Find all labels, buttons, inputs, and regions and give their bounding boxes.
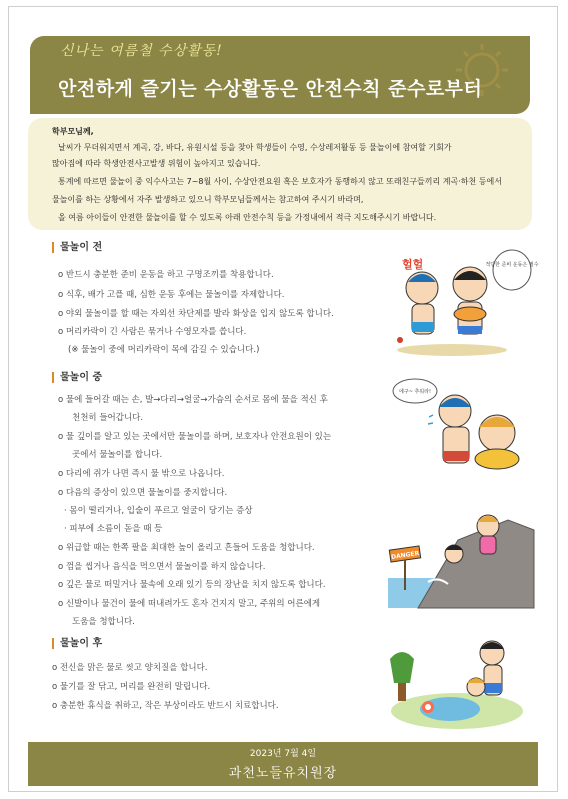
danger-rock-illustration [388, 500, 534, 608]
list-item-sub: · 몸이 떨리거나, 입술이 푸르고 얼굴이 당기는 증상 [64, 506, 253, 516]
list-item: o 다리에 쥐가 나면 즉시 물 밖으로 나옵니다. [58, 469, 225, 479]
list-item: o 충분한 휴식을 취하고, 작은 부상이라도 반드시 치료합니다. [52, 701, 279, 711]
section-title-before: 물놀이 전 [52, 242, 102, 253]
list-item: o 신발이나 물건이 물에 떠내려가도 혼자 건지지 말고, 주위의 어른에게 [58, 599, 321, 609]
footer-bar [28, 742, 538, 786]
danger-sign-text: DANGER [390, 550, 420, 561]
intro-line: 통계에 따르면 물놀이 중 익수사고는 7~8월 사이, 수상안전요원 혹은 보호자가 동행하지 않고 또래친구들끼리 계곡·하천 등에서 [58, 177, 502, 186]
list-item: o 위급할 때는 한쪽 팔을 최대한 높이 올리고 흔들어 도움을 청합니다. [58, 543, 315, 553]
speech-bubble-text: 적당한 준비 운동은 필수 [485, 262, 539, 268]
list-item: o 머리카락이 긴 사람은 묶거나 수영모자를 씁니다. [58, 327, 247, 337]
header-subtitle: 신나는 여름철 수상활동! [60, 43, 223, 59]
list-item-sub: · 피부에 소름이 돋을 때 등 [64, 524, 163, 534]
footer-date: 2023년 7월 4일 [249, 749, 317, 759]
list-item: o 껌을 씹거나 음식을 먹으면서 물놀이를 하지 않습니다. [58, 562, 266, 572]
intro-line: 물놀이를 하는 상황에서 자주 발생하고 있으니 학부모님들께서는 참고하여 주시기 바라며, [52, 195, 364, 204]
list-item: o 반드시 충분한 준비 운동을 하고 구명조끼를 착용합니다. [58, 270, 274, 280]
list-item: o 다음의 증상이 있으면 물놀이를 중지합니다. [58, 488, 228, 498]
section-title-after: 물놀이 후 [52, 638, 102, 649]
intro-box [28, 118, 532, 230]
kids-cold-illustration [385, 375, 533, 475]
footer-signature: 과천노들유치원장 [228, 766, 338, 781]
list-item-cont: 천천히 들어갑니다. [72, 413, 144, 423]
list-item: o 물 깊이를 알고 있는 곳에서만 물놀이를 하며, 보호자나 안전요원이 있는 [58, 432, 332, 442]
list-item: o 물기를 잘 닦고, 머리를 완전히 말립니다. [52, 682, 211, 692]
list-item-note: (※ 물놀이 중에 머리카락이 목에 감길 수 있습니다.) [68, 345, 260, 355]
list-item: o 전신을 맑은 물로 씻고 양치질을 합니다. [52, 663, 208, 673]
list-item-cont: 도움을 청합니다. [72, 617, 135, 627]
speech-bubble-text: 에구~ 추워라! [399, 389, 431, 395]
shout-text: 헐헐 [402, 258, 424, 271]
list-item: o 식후, 배가 고플 때, 심한 운동 후에는 물놀이를 자제합니다. [58, 290, 285, 300]
list-item-cont: 곳에서 물놀이를 합니다. [72, 450, 163, 460]
list-item: o 물에 들어갈 때는 손, 발→다리→얼굴→가슴의 순서로 몸에 물을 적신 후 [58, 395, 328, 405]
intro-greeting: 학부모님께, [52, 127, 94, 136]
list-item: o 깊은 물로 떠밀거나 물속에 오래 있기 등의 장난을 치지 않도록 합니다. [58, 580, 326, 590]
intro-line: 올 여름 아이들이 안전한 물놀이를 할 수 있도록 아래 안전수칙 등을 가정내에서 적극 지도해주시기 바랍니다. [58, 213, 437, 222]
page-title: 안전하게 즐기는 수상활동은 안전수칙 준수로부터 [58, 78, 483, 100]
intro-line: 많아짐에 따라 학생안전사고발생 위험이 높아지고 있습니다. [52, 159, 261, 168]
kids-washing-illustration [382, 625, 532, 733]
kids-stretching-illustration [382, 240, 539, 358]
section-title-during: 물놀이 중 [52, 372, 102, 383]
intro-line: 날씨가 무더워지면서 계곡, 강, 바다, 유원시설 등을 찾아 학생들이 수영, 수상레저활동 등 물놀이에 참여할 기회가 [58, 143, 452, 152]
list-item: o 야외 물놀이를 할 때는 자외선 차단제를 발라 화상을 입지 않도록 합니다. [58, 309, 334, 319]
